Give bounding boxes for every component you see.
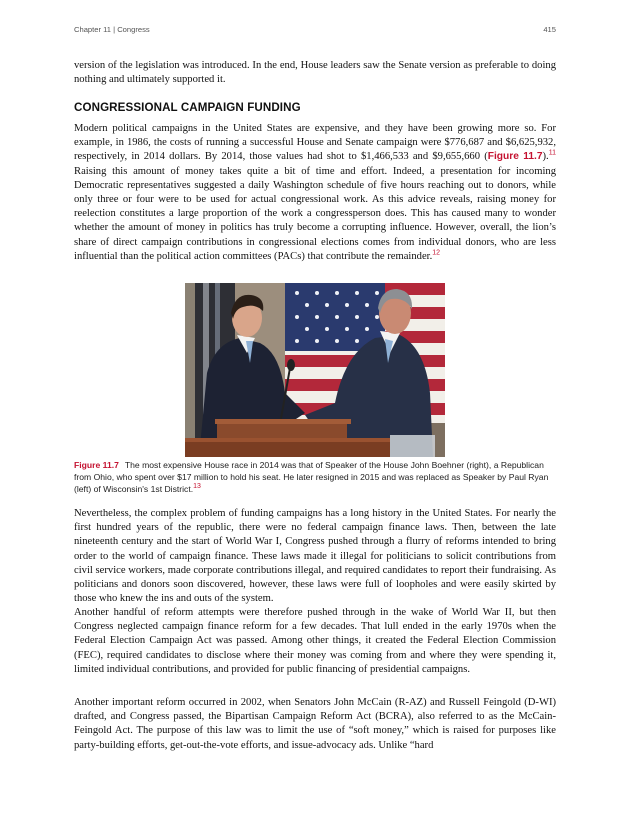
paragraph-bcra: Another important reform occurred in 2002, when Senators John McCain (R-AZ) and Russell Feingold (D-WI) drafted, and Congress passed, the Bipartisan Campaign Reform Act (BCRA), also referred to as the McCain-Feingold Act. The purpose of this law was to limit the use of “soft money,” which is raised for purposes like party-building efforts, get-out-the-vote efforts, and issue-advocacy ads. Unlike “hard (74, 697, 556, 751)
chapter-title: Chapter 11 | Congress (74, 25, 150, 34)
figure-caption (74, 459, 556, 495)
page-number: 415 (543, 25, 556, 34)
footnote-ref-13[interactable]: 13 (193, 483, 201, 491)
figure-photo (185, 283, 445, 457)
footnote-ref-11[interactable]: 11 (548, 149, 556, 157)
section-heading: CONGRESSIONAL CAMPAIGN FUNDING (74, 101, 301, 114)
figure-link[interactable]: Figure 11.7 (487, 151, 543, 163)
running-header (74, 25, 556, 34)
footnote-ref-12[interactable]: 12 (432, 249, 441, 257)
figure-caption-text: The most expensive House race in 2014 was that of Speaker of the House John Boehner (right), a Republican from Ohio, who spent over $17 million to hold his seat. He later resigned in 2015 and was replaced as Speaker by Paul Ryan (left) of Wisconsin's 1st District. (74, 460, 549, 494)
paragraph-fec-reforms: Another handful of reform attempts were therefore pushed through in the wake of World War II, but then Congress neglected campaign finance reform for a few decades. That lull ended in the early 1970s when the Federal Election Campaign Act was passed. Among other things, it created the Federal Election Commission (FEC), required candidates to disclose where their money was coming from and where they were spending it, limited individual contributions, and provided for public financing of presidential campaigns. (74, 607, 556, 675)
figure-label: Figure 11.7 (74, 460, 119, 470)
intro-paragraph: version of the legislation was introduced. In the end, House leaders saw the Senate version as preferable to doing nothing and ultimately supported it. (74, 60, 556, 86)
photo-ryan-boehner-handshake (185, 283, 445, 457)
paragraph-campaign-costs: Modern political campaigns in the United States are expensive, and they have been growing more so. For example, in 1986, the costs of running a successful House and Senate campaign were $776,687 and $6,625,932, respectively, in 2014 dollars. By 2014, those values had shot to $1,466,533 and $9,655,660 (Figure 11.7).$^{11}$ Raising this amount of money takes quite a bit of time and effort. Indeed, a presentation for incoming Democratic representatives suggested a daily Washington schedule of five hours reaching out to donors, while only three or four were to be used for actual congressional work. As this advice reveals, raising money for reelection constitutes a large proportion of the work a congressperson does. This has caused many to wonder whether the amount of money in politics has truly become a corrupting influence. However, overall, the lion’s share of direct campaign contributions in congressional elections comes from individual donors, who are less influential than the political action committees (PACs) that contribute the remainder.$^{12}$ (74, 123, 556, 262)
paragraph-campaign-finance-history: Nevertheless, the complex problem of funding campaigns has a long history in the United States. For nearly the first hundred years of the republic, there were no federal campaign finance laws. Then, between the late nineteenth century and the start of World War I, Congress pushed through a flurry of reforms intended to bring order to the world of campaign finance. These laws made it illegal for politicians to solicit contributions from civil service workers, made corporate contributions illegal, and required candidates to report their fundraising. As politicians and donors soon discovered, however, these laws were full of loopholes and were easily skirted by those who knew the ins and outs of the system. (74, 508, 556, 605)
